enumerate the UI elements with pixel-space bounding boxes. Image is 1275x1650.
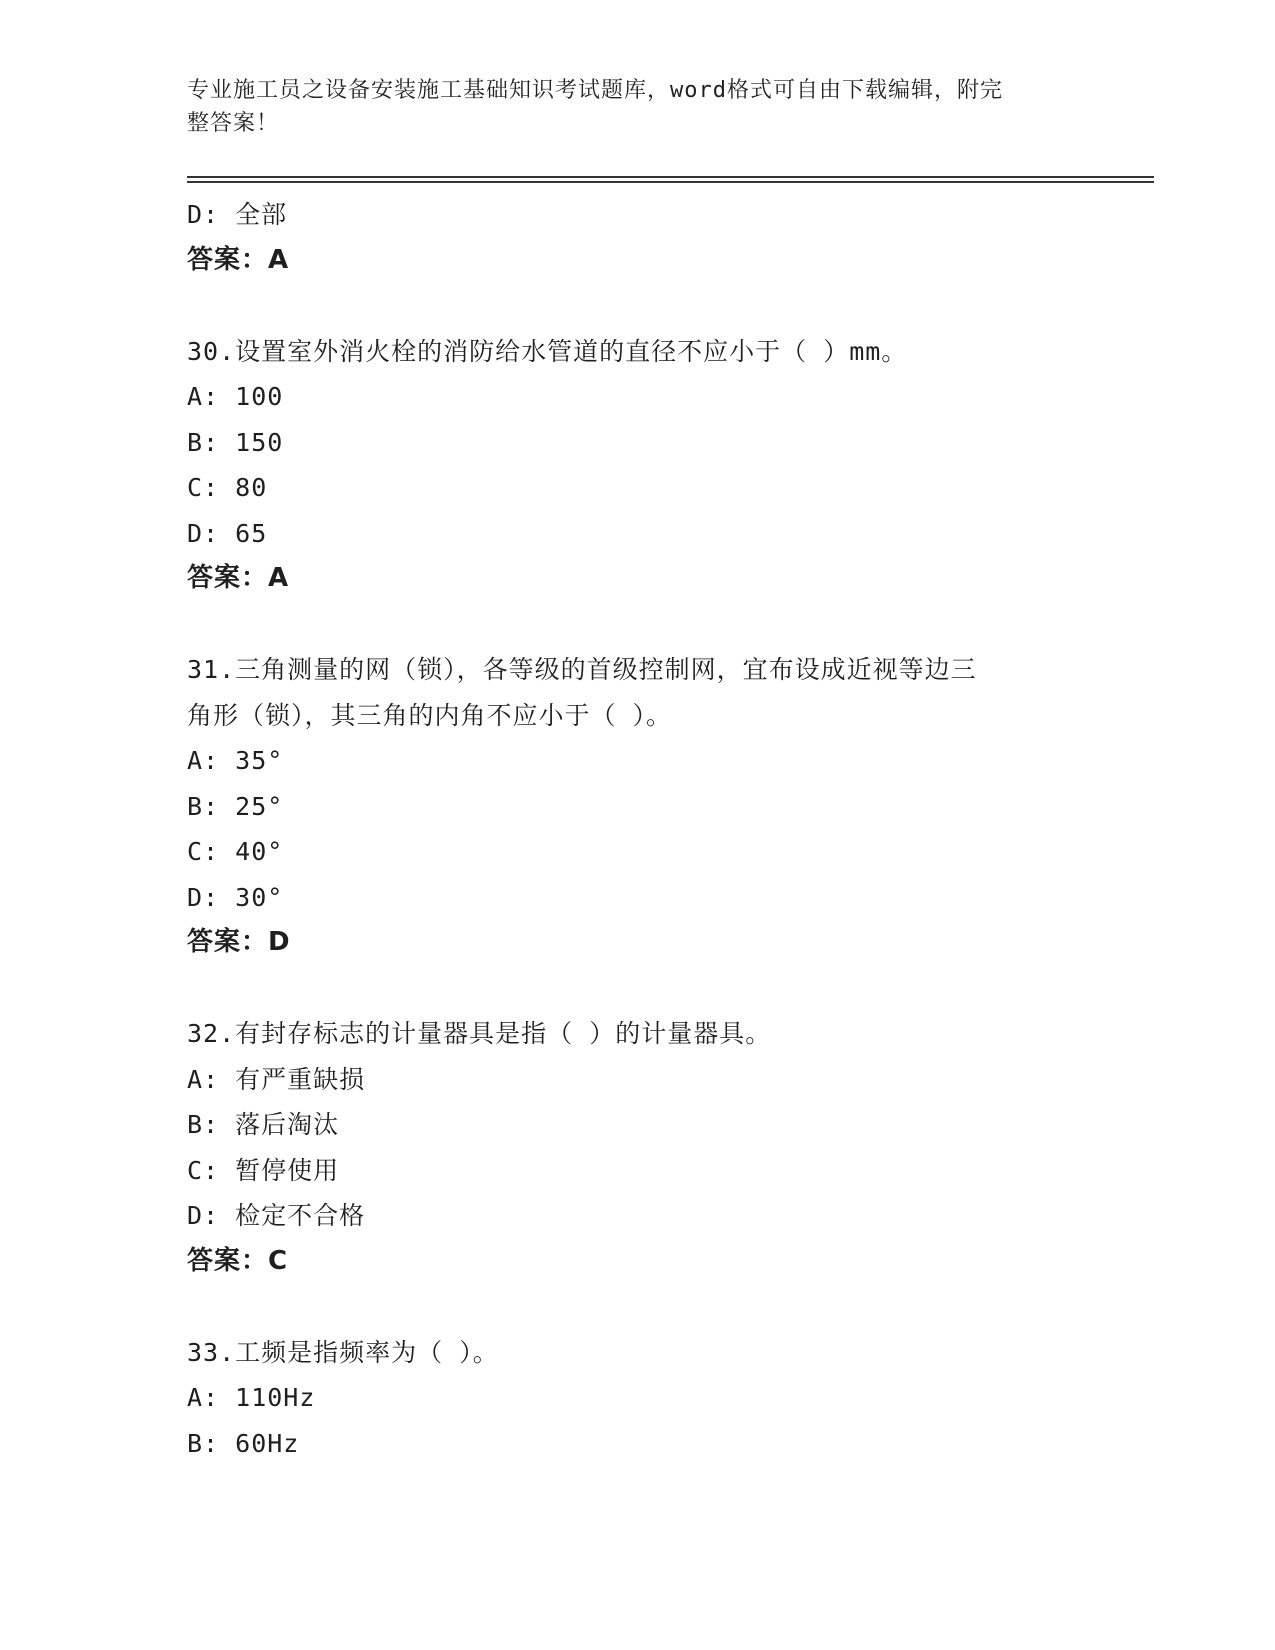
option-d: D: 全部 [187,200,288,229]
option-a: A: 35° [187,746,284,775]
option-a: A: 有严重缺损 [187,1064,366,1094]
answer: 答案：D [187,927,291,957]
option-a: A: 110Hz [187,1383,316,1412]
answer: 答案：A [187,563,290,593]
question-text-line-1: 31.三角测量的网（锁），各等级的首级控制网，宜布设成近视等边三 [187,655,977,684]
header-line-1: 专业施工员之设备安装施工基础知识考试题库，word格式可自由下载编辑，附完 [187,78,1003,103]
question-text: 30.设置室外消火栓的消防给水管道的直径不应小于（ ）mm。 [187,336,908,366]
option-d: D: 65 [187,518,268,548]
question-32 [187,1011,1087,1284]
header-rule-bottom [187,181,1154,183]
question-text: 32.有封存标志的计量器具是指（ ）的计量器具。 [187,1019,772,1048]
page-header [187,74,1087,140]
option-b: B: 150 [187,427,284,457]
question-text: 33.工频是指频率为（ ）。 [187,1337,499,1367]
header-rule-top [187,176,1154,178]
option-d: D: 检定不合格 [187,1201,366,1230]
answer: 答案：A [187,244,290,275]
question-text-line-2: 角形（锁），其三角的内角不应小于（ ）。 [187,700,673,730]
header-line-2: 整答案！ [187,111,280,136]
option-b: B: 60Hz [187,1428,300,1458]
option-c: C: 40° [187,837,284,866]
question-33 [187,1330,1087,1467]
answer: 答案：C [187,1245,289,1276]
option-c: C: 暂停使用 [187,1155,340,1185]
question-list [187,192,1087,1466]
option-d: D: 30° [187,882,284,912]
question-30 [187,329,1087,602]
option-b: B: 25° [187,791,284,821]
option-b: B: 落后淘汰 [187,1110,340,1139]
option-a: A: 100 [187,382,284,411]
option-c: C: 80 [187,473,268,502]
question-31 [187,647,1087,966]
